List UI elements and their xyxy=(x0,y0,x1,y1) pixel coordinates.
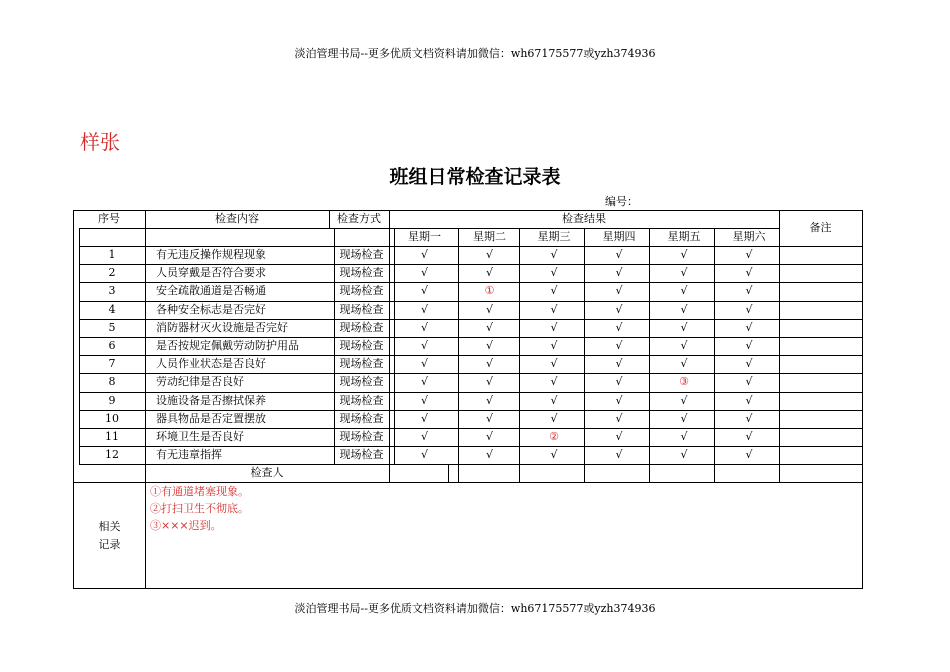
serial-number-label: 编号： xyxy=(605,195,638,208)
check-mark: √ xyxy=(550,448,558,461)
issue-mark: ③ xyxy=(679,375,689,388)
row-seq: 1 xyxy=(108,248,116,261)
table-rule xyxy=(79,228,389,229)
table-rule xyxy=(389,464,390,482)
check-mark: √ xyxy=(680,357,688,370)
check-mark: √ xyxy=(420,430,428,443)
check-mark: √ xyxy=(615,339,623,352)
table-rule xyxy=(448,464,449,482)
check-mark: √ xyxy=(680,339,688,352)
check-mark: √ xyxy=(420,448,428,461)
check-mark: √ xyxy=(745,357,753,370)
check-mark: √ xyxy=(680,394,688,407)
related-notes xyxy=(150,483,249,534)
row-method: 现场检查 xyxy=(339,266,384,279)
col-header-weekday: 星期六 xyxy=(732,230,766,243)
col-header-weekday: 星期四 xyxy=(602,230,636,243)
row-seq: 12 xyxy=(105,448,119,461)
check-mark: √ xyxy=(550,284,558,297)
check-mark: √ xyxy=(615,266,623,279)
check-mark: √ xyxy=(420,321,428,334)
row-seq: 4 xyxy=(108,303,116,316)
check-mark: √ xyxy=(615,430,623,443)
row-seq: 8 xyxy=(108,375,116,388)
row-seq: 10 xyxy=(105,412,119,425)
col-header-weekday: 星期二 xyxy=(473,230,506,243)
issue-mark: ① xyxy=(484,284,495,297)
table-rule xyxy=(714,228,715,482)
table-rule xyxy=(584,228,585,482)
col-header-remark: 备注 xyxy=(809,221,832,234)
check-mark: √ xyxy=(420,266,428,279)
col-header-weekday: 星期五 xyxy=(667,230,701,243)
check-mark: √ xyxy=(485,303,493,316)
check-mark: √ xyxy=(745,248,753,261)
row-seq: 11 xyxy=(105,430,119,443)
check-mark: √ xyxy=(550,375,558,388)
row-method: 现场检查 xyxy=(339,284,384,297)
check-mark: √ xyxy=(680,412,688,425)
check-mark: √ xyxy=(485,266,493,279)
row-seq: 9 xyxy=(108,394,116,407)
check-mark: √ xyxy=(485,412,493,425)
table-rule xyxy=(458,228,459,482)
check-mark: √ xyxy=(615,303,623,316)
row-method: 现场检查 xyxy=(339,357,384,370)
row-method: 现场检查 xyxy=(339,448,384,461)
check-mark: √ xyxy=(420,412,428,425)
row-content: 有无违反操作规程现象 xyxy=(156,248,266,261)
form-title: 班组日常检查记录表 xyxy=(389,166,561,188)
row-content: 设施设备是否擦拭保养 xyxy=(156,394,266,407)
col-header-weekday: 星期一 xyxy=(408,230,441,243)
check-mark: √ xyxy=(680,266,688,279)
row-content: 是否按规定佩戴劳动防护用品 xyxy=(156,339,299,352)
check-mark: √ xyxy=(745,448,753,461)
table-rule xyxy=(145,482,146,588)
row-method: 现场检查 xyxy=(339,248,384,261)
check-mark: √ xyxy=(615,448,623,461)
row-content: 安全疏散通道是否畅通 xyxy=(156,284,266,297)
check-mark: √ xyxy=(745,321,753,334)
table-rule xyxy=(649,228,650,482)
check-mark: √ xyxy=(680,321,688,334)
row-method: 现场检查 xyxy=(339,394,384,407)
check-mark: √ xyxy=(745,430,753,443)
row-content: 劳动纪律是否良好 xyxy=(156,375,244,388)
check-mark: √ xyxy=(680,248,688,261)
check-mark: √ xyxy=(680,303,688,316)
row-method: 现场检查 xyxy=(339,303,384,316)
check-mark: √ xyxy=(485,430,493,443)
col-header-method: 检查方式 xyxy=(337,212,381,225)
check-mark: √ xyxy=(485,339,493,352)
col-header-seq: 序号 xyxy=(98,212,120,225)
note-item: ③×××迟到。 xyxy=(150,519,222,532)
row-seq: 7 xyxy=(108,357,116,370)
check-mark: √ xyxy=(550,339,558,352)
check-mark: √ xyxy=(420,394,428,407)
row-method: 现场检查 xyxy=(339,430,384,443)
page-footer-text: 淡泊管理书局--更多优质文档资料请加微信：wh67175577或yzh374936 xyxy=(294,602,656,615)
check-mark: √ xyxy=(615,357,623,370)
check-mark: √ xyxy=(550,357,558,370)
issue-mark: ② xyxy=(549,430,559,443)
check-mark: √ xyxy=(745,284,753,297)
check-mark: √ xyxy=(485,321,493,334)
check-mark: √ xyxy=(550,303,558,316)
check-mark: √ xyxy=(745,394,753,407)
row-content: 人员穿戴是否符合要求 xyxy=(156,266,266,279)
check-mark: √ xyxy=(745,303,753,316)
row-content: 有无违章指挥 xyxy=(156,448,222,461)
check-mark: √ xyxy=(745,412,753,425)
check-mark: √ xyxy=(745,266,753,279)
check-mark: √ xyxy=(745,375,753,388)
check-mark: √ xyxy=(485,448,493,461)
check-mark: √ xyxy=(550,321,558,334)
row-seq: 2 xyxy=(108,266,116,279)
check-mark: √ xyxy=(550,266,558,279)
check-mark: √ xyxy=(420,303,428,316)
row-content: 环境卫生是否良好 xyxy=(156,430,244,443)
check-mark: √ xyxy=(680,284,688,297)
check-mark: √ xyxy=(745,339,753,352)
table-rule xyxy=(519,228,520,482)
row-content: 消防器材灭火设施是否完好 xyxy=(156,321,288,334)
col-header-weekday: 星期三 xyxy=(537,230,571,243)
check-mark: √ xyxy=(680,430,688,443)
row-method: 现场检查 xyxy=(339,321,384,334)
check-mark: √ xyxy=(680,448,688,461)
col-header-result: 检查结果 xyxy=(562,212,606,225)
check-mark: √ xyxy=(615,248,623,261)
table-rule xyxy=(145,228,146,482)
row-content: 人员作业状态是否良好 xyxy=(156,357,266,370)
check-mark: √ xyxy=(550,412,558,425)
check-mark: √ xyxy=(485,375,493,388)
check-mark: √ xyxy=(420,339,428,352)
check-mark: √ xyxy=(615,321,623,334)
row-content: 各种安全标志是否完好 xyxy=(156,303,266,316)
table-rule xyxy=(779,210,780,482)
page-header-text: 淡泊管理书局--更多优质文档资料请加微信：wh67175577或yzh374936 xyxy=(294,47,656,60)
check-mark: √ xyxy=(420,284,428,297)
table-rule xyxy=(862,210,863,589)
col-header-content: 检查内容 xyxy=(215,212,259,225)
row-content: 器具物品是否定置摆放 xyxy=(156,412,266,425)
row-method: 现场检查 xyxy=(339,339,384,352)
check-mark: √ xyxy=(485,248,493,261)
related-records-label xyxy=(74,518,145,554)
row-seq: 6 xyxy=(108,339,116,352)
row-method: 现场检查 xyxy=(339,375,384,388)
check-mark: √ xyxy=(550,394,558,407)
related-label-line2: 记录 xyxy=(98,538,121,551)
check-mark: √ xyxy=(420,357,428,370)
sample-label: 样张 xyxy=(80,130,120,154)
note-item: ①有通道堵塞现象。 xyxy=(150,485,249,498)
table-rule xyxy=(73,588,863,589)
check-mark: √ xyxy=(615,375,623,388)
check-mark: √ xyxy=(550,248,558,261)
row-method: 现场检查 xyxy=(339,412,384,425)
related-label-line1: 相关 xyxy=(98,520,121,533)
table-rule xyxy=(389,210,390,464)
check-mark: √ xyxy=(615,284,623,297)
check-mark: √ xyxy=(420,248,428,261)
check-mark: √ xyxy=(485,357,493,370)
note-item: ②打扫卫生不彻底。 xyxy=(150,502,249,515)
row-seq: 3 xyxy=(108,284,116,297)
check-mark: √ xyxy=(615,394,623,407)
check-mark: √ xyxy=(420,375,428,388)
check-mark: √ xyxy=(615,412,623,425)
inspector-label: 检查人 xyxy=(250,466,284,479)
row-seq: 5 xyxy=(108,321,116,334)
check-mark: √ xyxy=(485,394,493,407)
